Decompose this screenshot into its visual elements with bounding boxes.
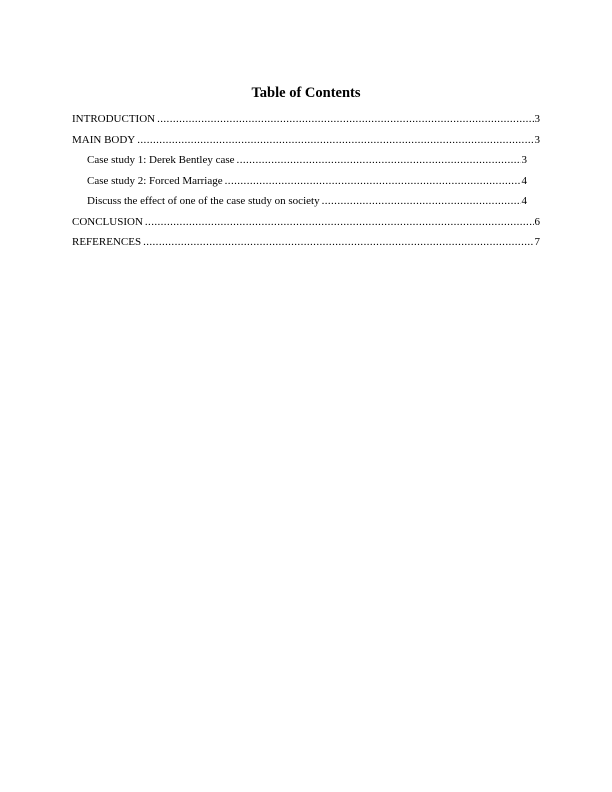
toc-page-number: 4 xyxy=(521,195,527,207)
toc-dot-leader xyxy=(225,174,521,188)
toc-entry-references[interactable] xyxy=(72,235,540,256)
toc-entry-case-study-2[interactable] xyxy=(72,174,527,195)
toc-dot-leader xyxy=(237,153,521,167)
toc-page-number: 7 xyxy=(534,236,540,248)
toc-entry-label[interactable]: REFERENCES xyxy=(72,236,142,248)
toc-entry-label[interactable]: INTRODUCTION xyxy=(72,113,156,125)
toc-entry-main-body[interactable] xyxy=(72,133,540,154)
toc-entry-label[interactable]: MAIN BODY xyxy=(72,133,136,146)
toc-page-number: 6 xyxy=(534,215,540,228)
toc-entry-label[interactable]: Discuss the effect of one of the case study on society xyxy=(87,195,320,207)
toc-entry-label[interactable]: Case study 1: Derek Bentley case xyxy=(87,154,235,166)
toc-page-number: 3 xyxy=(521,154,527,166)
toc-entry-introduction[interactable] xyxy=(72,112,540,133)
toc-page-number: 3 xyxy=(534,133,540,146)
toc-entry-case-study-1[interactable] xyxy=(72,153,527,174)
toc-dot-leader xyxy=(143,235,533,249)
table-of-contents xyxy=(72,112,540,256)
toc-page-number: 4 xyxy=(521,174,527,187)
toc-dot-leader xyxy=(137,133,533,147)
toc-entry-label[interactable]: Case study 2: Forced Marriage xyxy=(87,174,223,187)
toc-title: Table of Contents xyxy=(251,85,361,101)
toc-page-number: 3 xyxy=(534,113,540,125)
toc-dot-leader xyxy=(322,194,521,208)
toc-dot-leader xyxy=(157,112,533,126)
toc-entry-label[interactable]: CONCLUSION xyxy=(72,215,143,228)
toc-entry-discuss-effect[interactable] xyxy=(72,194,527,215)
toc-dot-leader xyxy=(145,215,534,229)
toc-entry-conclusion[interactable] xyxy=(72,215,540,236)
